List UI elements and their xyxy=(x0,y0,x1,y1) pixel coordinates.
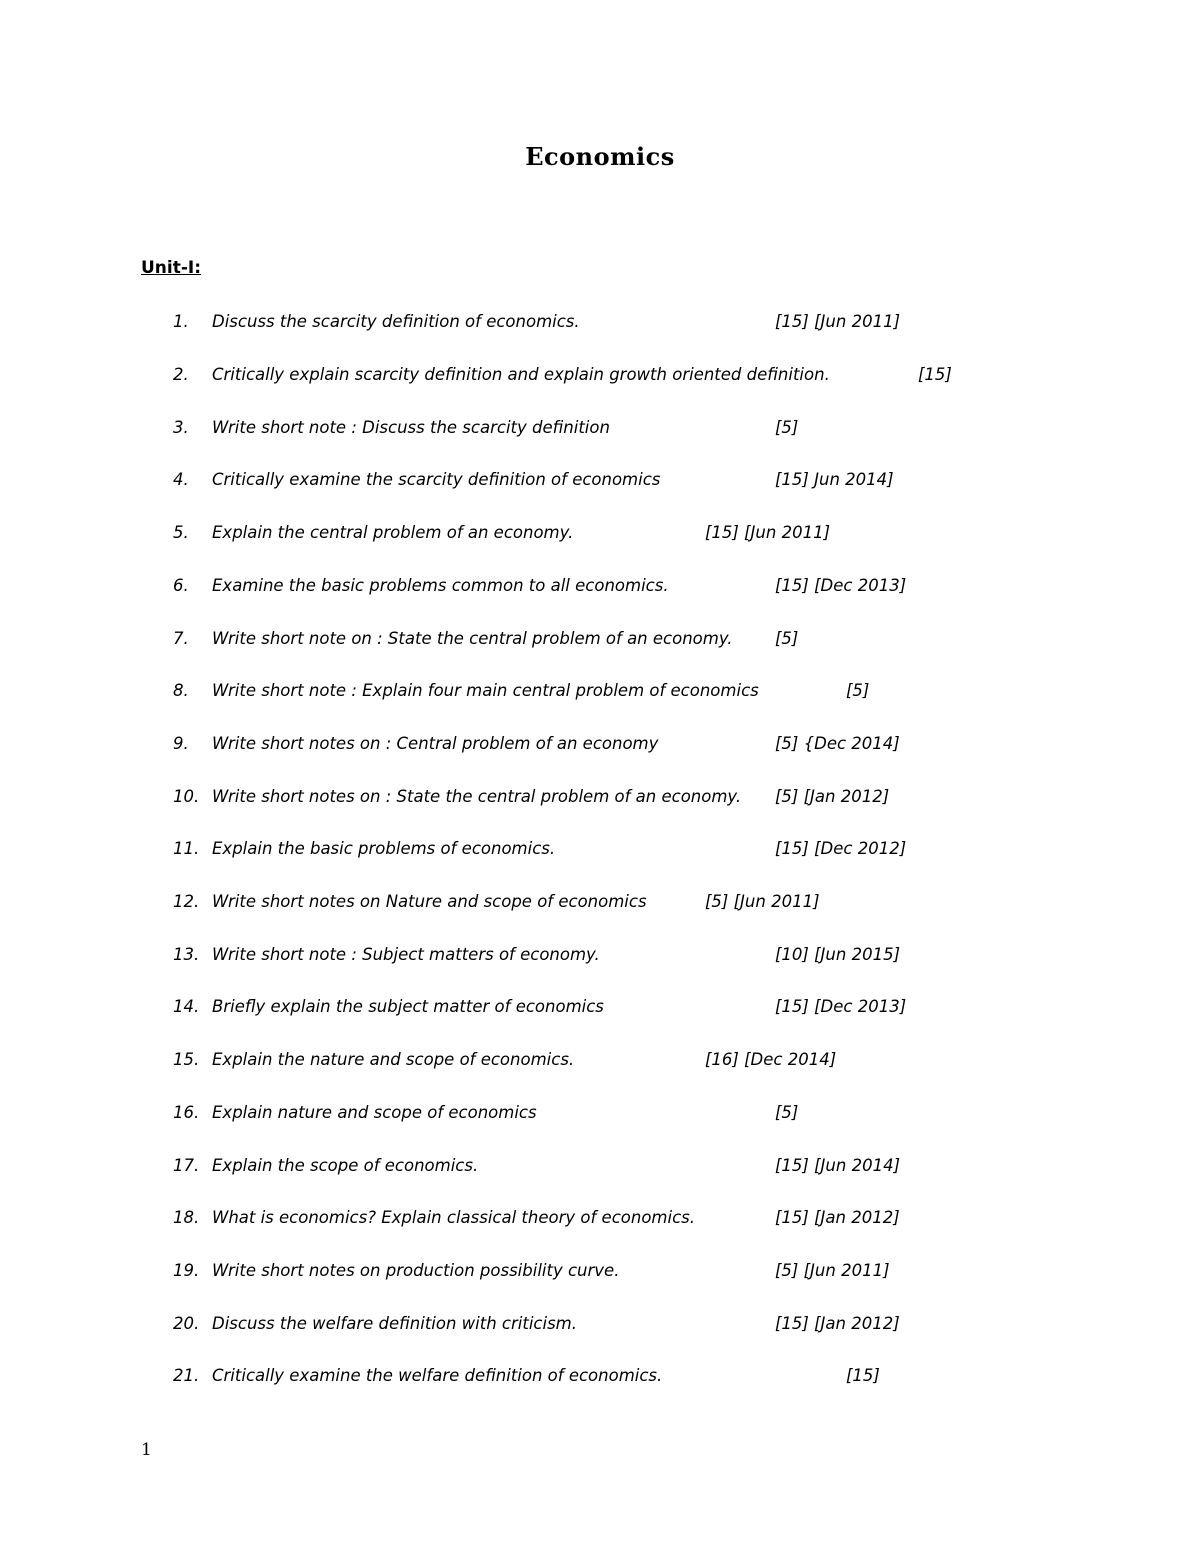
question-item xyxy=(0,1153,1200,1179)
question-marks: [5] [Jan 2012] xyxy=(775,787,890,806)
question-item xyxy=(0,994,1200,1020)
question-number: 8. xyxy=(173,681,189,700)
question-number: 21. xyxy=(173,1366,200,1385)
question-text: Write short note on : State the central problem of an economy. xyxy=(212,629,733,648)
question-text: Write short notes on production possibility curve. xyxy=(212,1261,620,1280)
question-text: Write short notes on Nature and scope of economics xyxy=(212,892,647,911)
question-number: 18. xyxy=(173,1208,200,1227)
question-number: 12. xyxy=(173,892,200,911)
question-number: 10. xyxy=(173,787,200,806)
question-marks: [15] [Jun 2014] xyxy=(775,1156,901,1175)
question-text: Explain the central problem of an economy. xyxy=(212,523,574,542)
question-number: 2. xyxy=(173,365,189,384)
question-item xyxy=(0,784,1200,810)
question-marks: [15] [Jan 2012] xyxy=(775,1314,900,1333)
question-item xyxy=(0,942,1200,968)
question-number: 13. xyxy=(173,945,200,964)
question-text: Explain the basic problems of economics. xyxy=(212,839,556,858)
question-text: Examine the basic problems common to all economics. xyxy=(212,576,669,595)
question-marks: [15] xyxy=(918,365,952,384)
question-text: Write short notes on : Central problem of an economy xyxy=(212,734,659,753)
question-text: Write short note : Subject matters of economy. xyxy=(212,945,600,964)
question-text: Explain the nature and scope of economics. xyxy=(212,1050,575,1069)
question-number: 5. xyxy=(173,523,189,542)
question-marks: [5] xyxy=(775,629,799,648)
question-number: 19. xyxy=(173,1261,200,1280)
question-item xyxy=(0,415,1200,441)
question-item xyxy=(0,889,1200,915)
question-number: 17. xyxy=(173,1156,200,1175)
question-number: 1. xyxy=(173,312,189,331)
question-number: 15. xyxy=(173,1050,200,1069)
question-item xyxy=(0,678,1200,704)
question-item xyxy=(0,836,1200,862)
question-number: 20. xyxy=(173,1314,200,1333)
question-text: Briefly explain the subject matter of economics xyxy=(212,997,604,1016)
question-item xyxy=(0,520,1200,546)
question-item xyxy=(0,1100,1200,1126)
document-title: Economics xyxy=(525,142,675,171)
question-number: 6. xyxy=(173,576,189,595)
question-marks: [15] [Dec 2013] xyxy=(775,576,907,595)
question-number: 11. xyxy=(173,839,200,858)
question-text: Explain the scope of economics. xyxy=(212,1156,479,1175)
question-item xyxy=(0,731,1200,757)
question-number: 16. xyxy=(173,1103,200,1122)
unit-heading: Unit-I: xyxy=(141,258,202,278)
question-text: Critically examine the welfare definition of economics. xyxy=(212,1366,663,1385)
question-text: Explain nature and scope of economics xyxy=(212,1103,537,1122)
question-marks: [15] xyxy=(846,1366,880,1385)
question-marks: [5] [Jun 2011] xyxy=(775,1261,890,1280)
question-marks: [5] {Dec 2014] xyxy=(775,734,900,753)
question-item xyxy=(0,1258,1200,1284)
page-number: 1 xyxy=(141,1440,152,1460)
question-marks: [15] Jun 2014] xyxy=(775,470,894,489)
question-text: Critically examine the scarcity definition of economics xyxy=(212,470,661,489)
question-item xyxy=(0,1047,1200,1073)
question-number: 14. xyxy=(173,997,200,1016)
question-number: 7. xyxy=(173,629,189,648)
question-text: Critically explain scarcity definition and explain growth oriented definition. xyxy=(212,365,830,384)
question-item xyxy=(0,573,1200,599)
question-number: 4. xyxy=(173,470,189,489)
question-marks: [5] [Jun 2011] xyxy=(705,892,820,911)
question-number: 9. xyxy=(173,734,189,753)
question-marks: [16] [Dec 2014] xyxy=(705,1050,837,1069)
question-text: What is economics? Explain classical theory of economics. xyxy=(212,1208,695,1227)
question-text: Discuss the welfare definition with criticism. xyxy=(212,1314,577,1333)
question-item xyxy=(0,309,1200,335)
question-marks: [5] xyxy=(775,1103,799,1122)
question-item xyxy=(0,1363,1200,1389)
question-marks: [15] [Dec 2012] xyxy=(775,839,907,858)
question-text: Write short notes on : State the central problem of an economy. xyxy=(212,787,742,806)
question-item xyxy=(0,362,1200,388)
question-text: Write short note : Discuss the scarcity definition xyxy=(212,418,610,437)
question-marks: [15] [Jun 2011] xyxy=(775,312,901,331)
question-marks: [15] [Jun 2011] xyxy=(705,523,831,542)
question-item xyxy=(0,467,1200,493)
question-marks: [5] xyxy=(846,681,870,700)
question-marks: [10] [Jun 2015] xyxy=(775,945,901,964)
question-item xyxy=(0,1311,1200,1337)
question-marks: [5] xyxy=(775,418,799,437)
question-marks: [15] [Jan 2012] xyxy=(775,1208,900,1227)
question-text: Discuss the scarcity definition of economics. xyxy=(212,312,580,331)
question-item xyxy=(0,1205,1200,1231)
question-marks: [15] [Dec 2013] xyxy=(775,997,907,1016)
question-text: Write short note : Explain four main central problem of economics xyxy=(212,681,759,700)
question-item xyxy=(0,626,1200,652)
question-number: 3. xyxy=(173,418,189,437)
